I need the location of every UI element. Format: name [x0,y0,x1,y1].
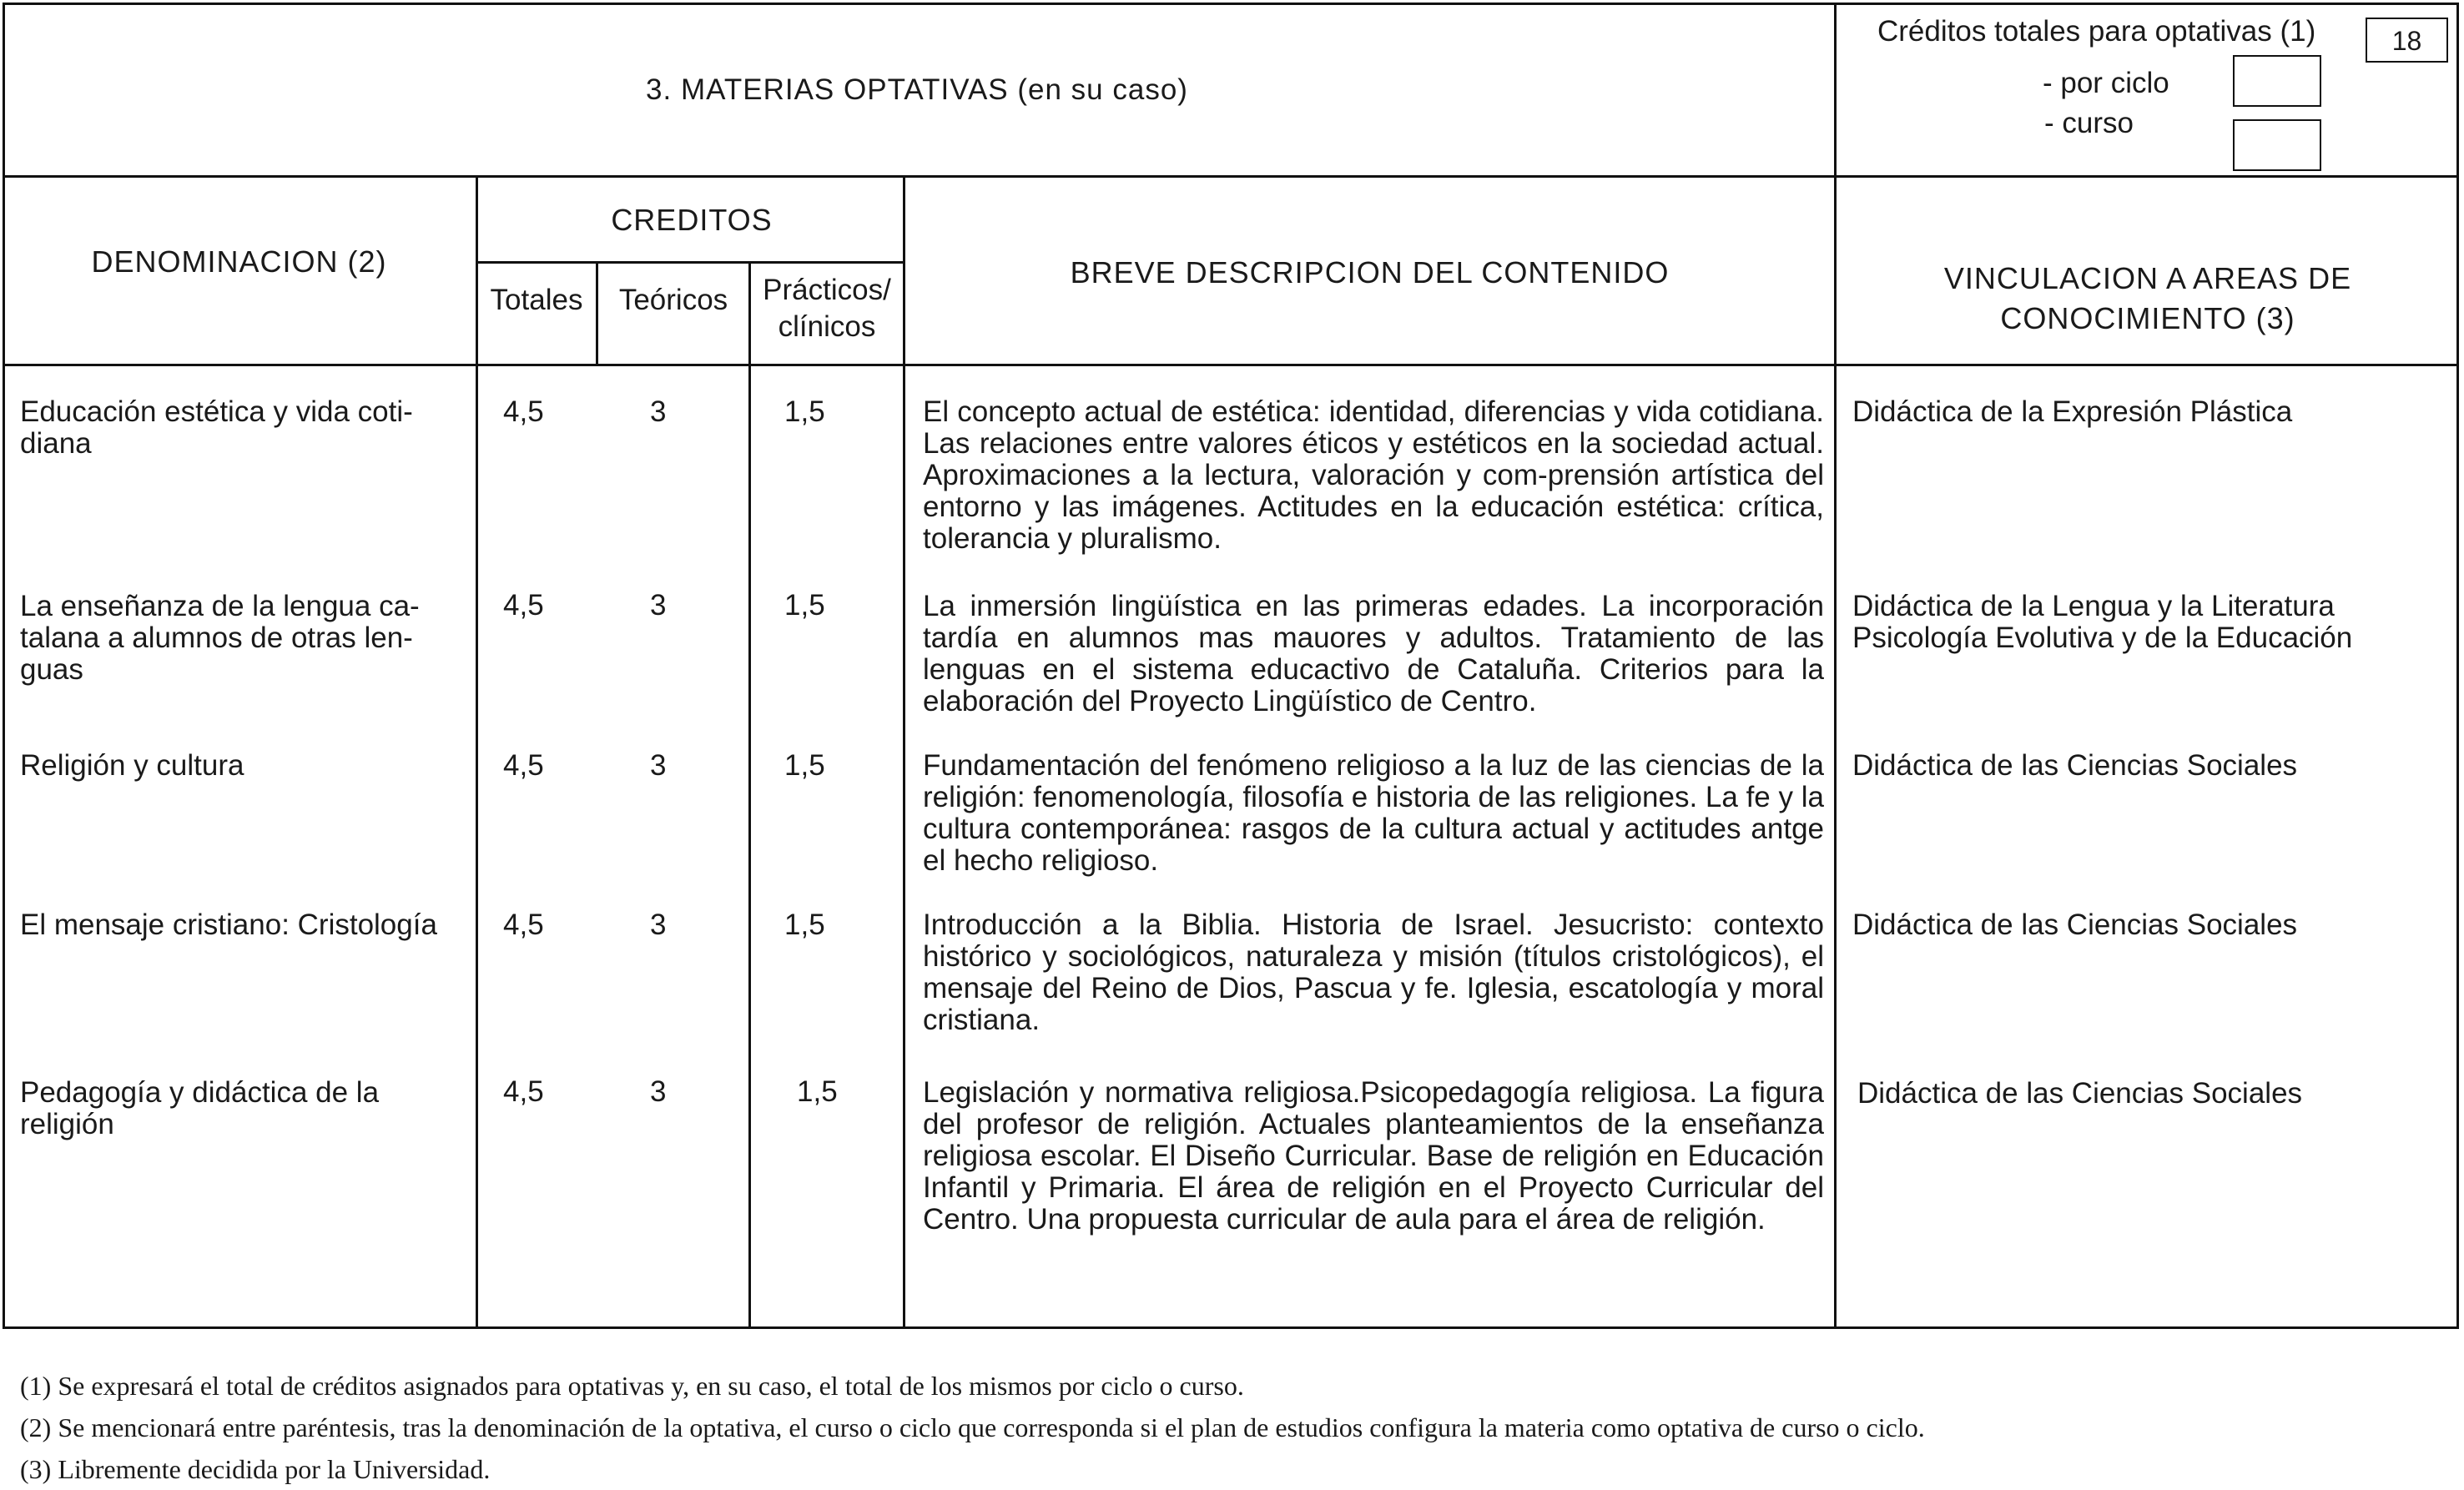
header-practicos-line2: clínicos [778,310,876,343]
row-teoricos: 3 [650,395,667,428]
row-area: Didáctica de las Ciencias Sociales [1852,909,2298,941]
curso-box [2233,119,2321,171]
curso-label: - curso [2044,107,2134,139]
row-totales: 4,5 [503,589,544,622]
row-teoricos: 3 [650,1075,667,1108]
row-description: Fundamentación del fenómeno religioso a la luz de las ciencias de la religión: fenomenología, filosofía e historia de las religiones. La fe y la cultura contemporánea: rasgos de la cultura actual y actitudes antge el hecho religioso. [923,749,1824,877]
row-description: Legislación y normativa religiosa.Psicopedagogía religiosa. La figura del profesor de religión. Actuales planteamientos de la enseñanza religiosa escolar. El Diseño Curricular. Base de religión en Educación Infantil y Primaria. El área de religión en el Proyecto Curricular del Centro. Una propuesta curricular de aula para el área de religión. [923,1076,1824,1236]
row-denominacion: Religión y cultura [20,749,244,782]
header-descripcion: BREVE DESCRIPCION DEL CONTENIDO [1070,255,1670,289]
divider [3,364,2459,366]
row-practicos: 1,5 [784,395,825,428]
footnote: (1) Se expresará el total de créditos asignados para optativas y, en su caso, el total de los mismos por ciclo o curso. [20,1371,1244,1401]
footnotes [20,1365,1925,1490]
row-teoricos: 3 [650,909,667,941]
footnote: (2) Se mencionará entre paréntesis, tras la denominación de la optativa, el curso o ciclo que corresponda si el plan de estudios configura la materia como optativa de curso o ciclo. [20,1412,1925,1442]
header-practicos-line1: Prácticos/ [763,274,891,306]
row-practicos: 1,5 [784,909,825,941]
divider [476,178,478,1329]
row-practicos: 1,5 [797,1075,838,1108]
row-practicos: 1,5 [784,589,825,622]
row-totales: 4,5 [503,909,544,941]
divider [748,264,751,1329]
divider [3,175,2459,178]
header-denominacion: DENOMINACION (2) [91,244,387,279]
row-totales: 4,5 [503,749,544,782]
por-ciclo-box [2233,55,2321,107]
header-vinculacion-line1: VINCULACION A AREAS DE [1943,261,2352,295]
row-area: Didáctica de la Lengua y la Literatura Psicología Evolutiva y de la Educación [1852,590,2353,654]
row-description: Introducción a la Biblia. Historia de Israel. Jesucristo: contexto histórico y sociológicos, naturaleza y misión (títulos cristológicos), el mensaje del Reino de Dios, Pascua y fe. Iglesia, escatología y moral cristiana. [923,909,1824,1036]
row-description: El concepto actual de estética: identidad, diferencias y vida cotidiana. Las relaciones entre valores éticos y estéticos en la sociedad actual. Aproximaciones a la lectura, valoración y com-prensión artística del entorno y las imágenes. Actitudes en la educación estética: crítica, tolerancia y pluralismo. [923,395,1824,555]
row-denominacion: El mensaje cristiano: Cristología [20,909,437,941]
divider [1834,3,1837,1329]
row-area: Didáctica de la Expresión Plástica [1852,395,2293,428]
header-creditos: CREDITOS [611,203,773,237]
por-ciclo-label: - por ciclo [2043,67,2169,99]
row-area: Didáctica de las Ciencias Sociales [1857,1077,2303,1110]
header-totales: Totales [490,284,583,316]
row-totales: 4,5 [503,395,544,428]
row-denominacion: Pedagogía y didáctica de la religión [20,1076,380,1140]
header-teoricos: Teóricos [618,284,728,316]
row-area: Didáctica de las Ciencias Sociales [1852,749,2298,782]
row-description: La inmersión lingüística en las primeras edades. La incorporación tardía en alumnos mas mauores y adultos. Tratamiento de las lenguas en el sistema educactivo de Cataluña. Criterios para la elaboración del Proyecto Lingüístico de Centro. [923,590,1824,717]
row-denominacion: Educación estética y vida coti- diana [20,395,413,460]
header-vinculacion [1837,259,2459,339]
credits-total-label: Créditos totales para optativas (1) [1877,15,2316,48]
footnote: (3) Libremente decidida por la Universidad. [20,1454,491,1484]
divider [903,178,905,1329]
row-teoricos: 3 [650,749,667,782]
row-practicos: 1,5 [784,749,825,782]
credits-total-value: 18 [2366,18,2448,63]
divider [478,261,905,264]
row-teoricos: 3 [650,589,667,622]
row-denominacion: La enseñanza de la lengua ca- talana a alumnos de otras len- guas [20,590,420,686]
section-title: 3. MATERIAS OPTATIVAS (en su caso) [646,73,1188,106]
header-practicos [751,272,903,345]
row-totales: 4,5 [503,1075,544,1108]
header-vinculacion-line2: CONOCIMIENTO (3) [2000,301,2295,335]
